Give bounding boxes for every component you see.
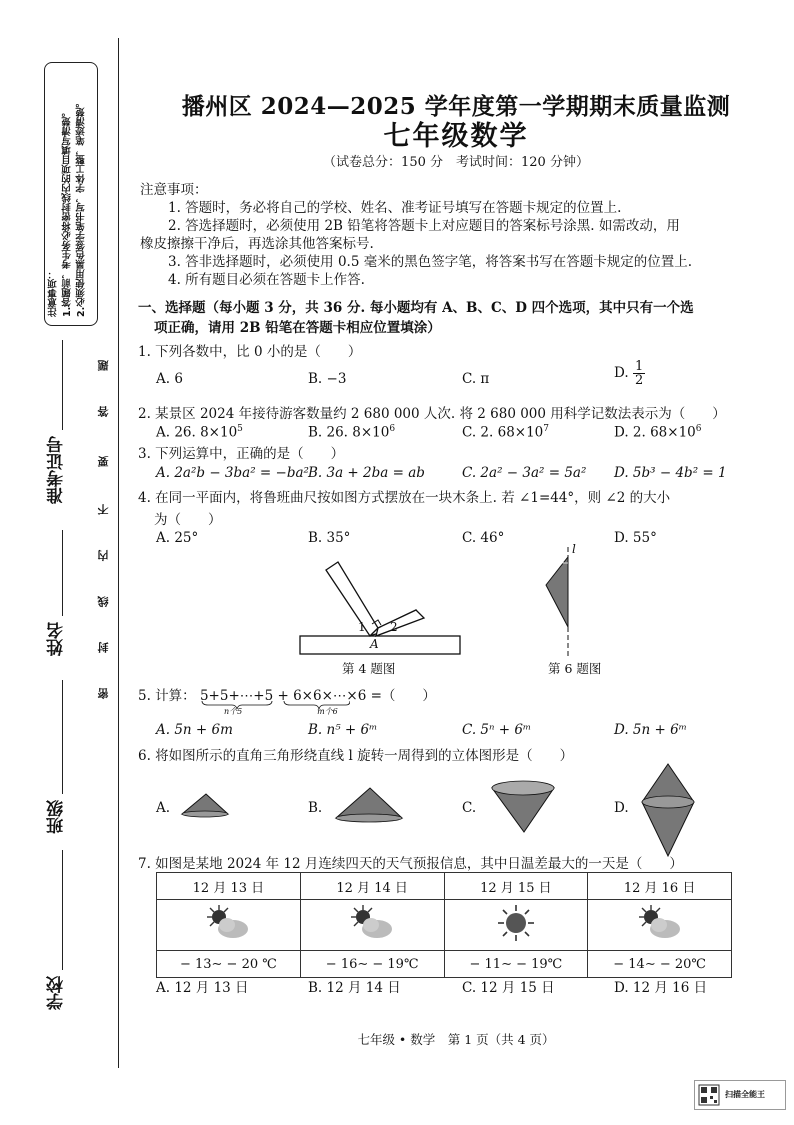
q6-option-c-figure <box>490 776 556 836</box>
class-line <box>62 680 63 794</box>
weather-temp: − 14∼ − 20℃ <box>588 951 732 978</box>
subject-title: 七年级数学 <box>383 121 529 152</box>
weather-temps-row <box>157 951 732 978</box>
q1-option-c: C. π <box>462 371 490 387</box>
weather-icon-cell <box>588 900 732 951</box>
q2-d-base: D. 2. 68×10 <box>614 424 696 441</box>
q4-option-b: B. 35° <box>308 530 351 546</box>
q1-option-d-fraction <box>633 360 645 387</box>
fig6-line-l: l <box>572 542 576 556</box>
name-line <box>62 530 63 616</box>
weather-icons-row <box>157 900 732 951</box>
note-1: 1. 答题时，务必将自己的学校、姓名、准考证号填写在答题卡规定的位置上. <box>168 200 622 216</box>
exam-title: 播州区 2024—2025 学年度第一学期期末质量监测 <box>181 93 731 120</box>
fig4-angle-2: 2 <box>390 620 398 634</box>
qr-code-icon <box>698 1084 720 1106</box>
seal-char: 题 <box>97 360 110 371</box>
weather-icon-cell <box>157 900 301 951</box>
q2-b-base: B. 26. 8×10 <box>308 424 390 441</box>
seal-char: 答 <box>97 406 110 417</box>
fraction-denominator: 2 <box>634 373 644 388</box>
weather-date: 12 月 16 日 <box>588 873 732 900</box>
q2-b-exp: 6 <box>389 424 396 434</box>
q4-option-d: D. 55° <box>614 530 657 546</box>
partly-cloudy-icon <box>205 903 251 943</box>
weather-date: 12 月 14 日 <box>300 873 444 900</box>
notice-box <box>44 62 98 326</box>
q1-stem: 1. 下列各数中，比 0 小的是（ ） <box>138 344 362 360</box>
q3-option-d: D. 5b³ − 4b² = 1 <box>614 465 727 481</box>
seal-char: 线 <box>97 596 110 607</box>
q5-option-b: B. n⁵ + 6ᵐ <box>308 722 378 738</box>
notes-heading: 注意事项： <box>140 182 208 198</box>
q2-a-exp: 5 <box>237 424 243 434</box>
q6-stem: 6. 将如图所示的直角三角形绕直线 l 旋转一周得到的立体图形是（ ） <box>138 748 574 764</box>
exam-meta: （试卷总分：150 分 考试时间：120 分钟） <box>323 155 589 170</box>
sunny-icon <box>496 903 536 943</box>
q7-stem: 7. 如图是某地 2024 年 12 月连续四天的天气预报信息，其中日温差最大的一天是（ ） <box>138 856 683 872</box>
q1-option-d-label: D. <box>614 365 629 381</box>
seal-char: 不 <box>97 504 110 515</box>
name-label: 姓名 <box>47 622 67 656</box>
q2-option-b <box>308 424 395 441</box>
q6-option-d-figure <box>638 762 698 858</box>
binding-line <box>118 38 119 1068</box>
q5-option-d: D. 5n + 6ᵐ <box>614 722 687 738</box>
seal-char: 封 <box>97 642 110 653</box>
fig4-angle-1: 1 <box>358 620 366 634</box>
q2-c-base: C. 2. 68×10 <box>462 424 544 441</box>
weather-temp: − 13∼ − 20 ℃ <box>157 951 301 978</box>
weather-temp: − 16∼ − 19℃ <box>300 951 444 978</box>
weather-date: 12 月 13 日 <box>157 873 301 900</box>
page-footer: 七年级 • 数学 第 1 页（共 4 页） <box>357 1032 555 1047</box>
q5-option-c: C. 5ⁿ + 6ᵐ <box>462 722 532 738</box>
q5-sum-brace-label: n个5 <box>223 707 243 716</box>
note-2a: 2. 答选择题时，必须使用 2B 铅笔将答题卡上对应题目的答案标号涂黑. 如需改动，用 <box>168 218 680 234</box>
weather-table <box>156 872 732 978</box>
q5-prefix: 5. 计算： <box>138 688 196 704</box>
q5-underbraces <box>200 700 350 710</box>
seal-char: 密 <box>97 688 110 699</box>
scanner-badge <box>694 1080 786 1110</box>
notice-line-1: 1.答题前，考生务必将密封线内的项目填写清楚。 <box>62 107 73 317</box>
badge-text: 扫描全能王 <box>725 1090 765 1099</box>
seal-char: 要 <box>97 456 110 467</box>
partly-cloudy-icon <box>637 903 683 943</box>
q6-option-b: B. <box>308 800 323 816</box>
seal-char: 内 <box>97 550 110 561</box>
q2-option-d <box>614 424 702 441</box>
q6-option-d: D. <box>614 800 629 816</box>
q2-d-exp: 6 <box>695 424 702 434</box>
section1-line1: 一、选择题（每小题 3 分，共 36 分. 每小题均有 A、B、C、D 四个选项，其中只有一个选 <box>138 300 694 316</box>
q2-option-a <box>156 424 243 441</box>
q4-stem-2: 为（ ） <box>154 512 222 528</box>
q5-option-a: A. 5n + 6m <box>156 722 233 738</box>
weather-icon-cell <box>300 900 444 951</box>
notice-title: 注意事项： <box>48 269 59 317</box>
binding-margin <box>0 0 118 1125</box>
class-label: 班级 <box>47 800 67 834</box>
q7-option-a: A. 12 月 13 日 <box>156 980 249 996</box>
q3-option-b: B. 3a + 2ba = ab <box>308 465 425 481</box>
fig4-caption: 第 4 题图 <box>342 661 396 676</box>
q6-option-a: A. <box>156 800 171 816</box>
notice-line-2: 2.必须使用黑色签字笔书写，字体工整，笔迹清楚。 <box>76 97 87 317</box>
q2-stem: 2. 某景区 2024 年接待游客数量约 2 680 000 人次. 将 2 680 000 用科学记数法表示为（ ） <box>138 406 726 422</box>
q4-stem-1: 4. 在同一平面内，将鲁班曲尺按如图方式摆放在一块木条上. 若 ∠1=44°，则 ∠2 的大小 <box>138 490 671 506</box>
q6-option-c: C. <box>462 800 477 816</box>
note-4: 4. 所有题目必须在答题卡上作答. <box>168 272 365 288</box>
school-line <box>62 850 63 970</box>
note-3: 3. 答非选择题时，必须使用 0.5 毫米的黑色签字笔，将答案书写在答题卡规定的位置上. <box>168 254 693 270</box>
figure-6-right-triangle <box>538 545 588 660</box>
q1-option-a: A. 6 <box>156 371 183 387</box>
q3-stem: 3. 下列运算中，正确的是（ ） <box>138 446 345 462</box>
q3-option-a: A. 2a²b − 3ba² = −ba² <box>156 465 309 481</box>
exam-id-label: 准考证号 <box>47 436 67 504</box>
q5-sum-expr: 5+5+⋯+5 <box>199 688 274 704</box>
partly-cloudy-icon <box>349 903 395 943</box>
weather-dates-row <box>157 873 732 900</box>
q6-option-b-figure <box>334 784 404 824</box>
weather-date: 12 月 15 日 <box>444 873 588 900</box>
q2-option-c <box>462 424 549 441</box>
fig6-caption: 第 6 题图 <box>548 661 602 676</box>
q2-c-exp: 7 <box>543 424 550 434</box>
q6-option-a-figure <box>180 790 230 818</box>
q7-option-b: B. 12 月 14 日 <box>308 980 401 996</box>
weather-temp: − 11∼ − 19℃ <box>444 951 588 978</box>
q4-option-c: C. 46° <box>462 530 505 546</box>
q7-option-d: D. 12 月 16 日 <box>614 980 708 996</box>
q1-option-d <box>614 360 645 387</box>
fraction-numerator: 1 <box>634 359 644 374</box>
q3-option-c: C. 2a² − 3a² = 5a² <box>462 465 587 481</box>
q5-product-brace-label: m个6 <box>317 707 338 716</box>
q5-plus: + <box>277 688 289 704</box>
q4-option-a: A. 25° <box>156 530 199 546</box>
note-2b: 橡皮擦擦干净后，再选涂其他答案标号. <box>140 236 374 252</box>
school-label: 学校 <box>47 976 67 1010</box>
q5-tail: =（ ） <box>370 688 436 704</box>
q1-option-b: B. −3 <box>308 371 347 387</box>
exam-id-line <box>62 340 63 430</box>
fig4-point-a: A <box>370 637 379 651</box>
weather-icon-cell <box>444 900 588 951</box>
q5-product-expr: 6×6×⋯×6 <box>293 688 367 704</box>
q7-option-c: C. 12 月 15 日 <box>462 980 555 996</box>
section1-line2: 项正确，请用 2B 铅笔在答题卡相应位置填涂） <box>154 320 441 336</box>
figure-4-carpenter-square <box>298 560 468 656</box>
q2-a-base: A. 26. 8×10 <box>156 424 238 441</box>
